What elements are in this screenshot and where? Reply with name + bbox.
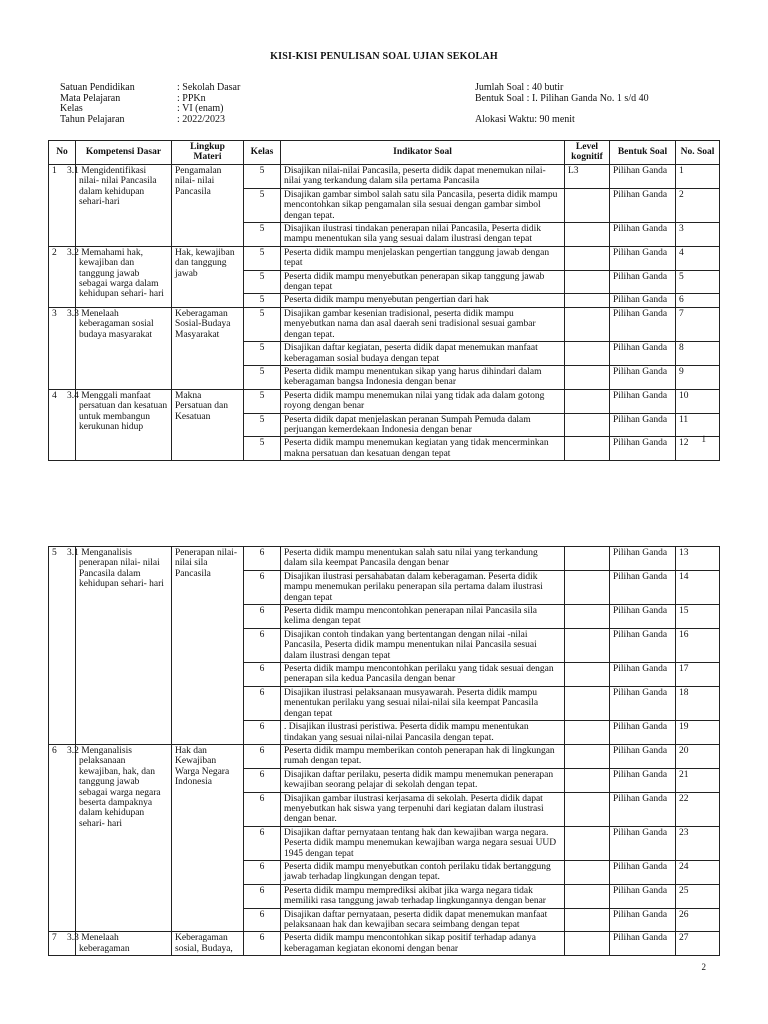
kompetensi-dasar-cell: 3.2 Menganalisis pelaksanaan kewajiban, hak, dan tanggung jawab sebagai warga negara beserta dampaknya dalam kehidupan sehari- hari xyxy=(76,744,172,932)
jumlah-soal: Jumlah Soal : 40 butir xyxy=(475,82,564,93)
indikator-soal-cell: Disajikan daftar pernyataan tentang hak dan kewajiban warga negara. Peserta didik mampu menemukan kewajiban warga negara sesuai UUD 1945 dengan tepat xyxy=(281,826,565,860)
bentuk-soal-cell: Pilihan Ganda xyxy=(610,768,676,792)
header-lingkup-materi: Lingkup Materi xyxy=(172,141,244,165)
table-row xyxy=(49,932,720,956)
kompetensi-dasar-cell: 3.1 Mengidentifikasi nilai- nilai Pancasila dalam kehidupan sehari-hari xyxy=(76,165,172,247)
meta-left xyxy=(60,83,240,125)
no-soal-cell: 9 xyxy=(676,365,720,389)
bentuk-soal-cell: Pilihan Ganda xyxy=(610,721,676,745)
indikator-soal-cell: Peserta didik mampu memprediksi akibat jika warga negara tidak memiliki rasa tanggung jawab terhadap lingkungannya dengan benar xyxy=(281,884,565,908)
level-kognitif-cell xyxy=(565,826,610,860)
meta-value: : Sekolah Dasar xyxy=(177,82,241,93)
indikator-soal-cell: Peserta didik mampu menyebutan pengertian dari hak xyxy=(281,294,565,307)
no-soal-cell: 10 xyxy=(676,389,720,413)
kelas-cell: 6 xyxy=(244,792,281,826)
bentuk-soal-cell: Pilihan Ganda xyxy=(610,389,676,413)
indikator-soal-cell: Peserta didik mampu menyebutkan contoh perilaku tidak bertanggung jawab terhadap lingkungan dengan tepat. xyxy=(281,860,565,884)
level-kognitif-cell xyxy=(565,413,610,437)
level-kognitif-cell xyxy=(565,342,610,366)
header-indikator-soal: Indikator Soal xyxy=(281,141,565,165)
kelas-cell: 6 xyxy=(244,547,281,571)
kelas-cell: 5 xyxy=(244,188,281,222)
indikator-soal-cell: Disajikan ilustrasi tindakan penerapan nilai Pancasila, Peserta didik mampu menentukan sila yang sesuai dalam ilustrasi dengan tepat xyxy=(281,223,565,247)
lingkup-materi-cell: Hak dan Kewajiban Warga Negara Indonesia xyxy=(172,744,244,932)
table-row xyxy=(49,246,720,270)
no-soal-cell: 20 xyxy=(676,744,720,768)
no-soal-cell: 16 xyxy=(676,628,720,662)
level-kognitif-cell xyxy=(565,663,610,687)
level-kognitif-cell xyxy=(565,223,610,247)
indikator-soal-cell: Disajikan daftar perilaku, peserta didik mampu menemukan penerapan kewajiban seorang pelajar di sekolah dengan tepat. xyxy=(281,768,565,792)
header-kompetensi-dasar: Kompetensi Dasar xyxy=(76,141,172,165)
level-kognitif-cell xyxy=(565,294,610,307)
level-kognitif-cell xyxy=(565,628,610,662)
level-kognitif-cell xyxy=(565,605,610,629)
indikator-soal-cell: Peserta didik mampu mencontohkan perilaku yang tidak sesuai dengan penerapan sila kedua Pancasila dengan benar xyxy=(281,663,565,687)
lingkup-materi-cell: Makna Persatuan dan Kesatuan xyxy=(172,389,244,460)
bentuk-soal-cell: Pilihan Ganda xyxy=(610,860,676,884)
indikator-soal-cell: Disajikan daftar kegiatan, peserta didik dapat menemukan manfaat keberagaman sosial budaya dengan tepat xyxy=(281,342,565,366)
kelas-cell: 6 xyxy=(244,860,281,884)
header-no-soal: No. Soal xyxy=(676,141,720,165)
kelas-cell: 6 xyxy=(244,826,281,860)
kisi-kisi-table-page-1 xyxy=(48,140,720,461)
bentuk-soal-cell: Pilihan Ganda xyxy=(610,342,676,366)
lingkup-materi-cell: Keberagaman sosial, Budaya, xyxy=(172,932,244,956)
meta-value: : 2022/2023 xyxy=(177,113,226,125)
no-soal-cell: 24 xyxy=(676,860,720,884)
header-row xyxy=(49,141,720,165)
kelas-cell: 6 xyxy=(244,628,281,662)
level-kognitif-cell xyxy=(565,860,610,884)
level-kognitif-cell xyxy=(565,437,610,461)
bentuk-soal-cell: Pilihan Ganda xyxy=(610,826,676,860)
level-kognitif-cell: L3 xyxy=(565,165,610,189)
no-soal-cell: 8 xyxy=(676,342,720,366)
kompetensi-dasar-cell: 3.1 Menganalisis penerapan nilai- nilai Pancasila dalam kehidupan sehari- hari xyxy=(76,547,172,745)
meta-right xyxy=(475,83,649,125)
no-soal-cell: 2 xyxy=(676,188,720,222)
bentuk-soal-cell: Pilihan Ganda xyxy=(610,792,676,826)
indikator-soal-cell: Peserta didik mampu menentukan sikap yang harus dihindari dalam keberagaman bangsa Indonesia dengan benar xyxy=(281,365,565,389)
no-soal-cell: 25 xyxy=(676,884,720,908)
no-soal-cell: 13 xyxy=(676,547,720,571)
no-soal-cell: 19 xyxy=(676,721,720,745)
meta-label: Tahun Pelajaran xyxy=(60,113,125,125)
page-1 xyxy=(0,0,768,484)
table-row xyxy=(49,547,720,571)
bentuk-soal-cell: Pilihan Ganda xyxy=(610,246,676,270)
alokasi-waktu: Alokasi Waktu: 90 menit xyxy=(475,113,575,125)
kelas-cell: 5 xyxy=(244,437,281,461)
kelas-cell: 6 xyxy=(244,686,281,720)
meta-value: : PPKn xyxy=(177,92,206,104)
indikator-soal-cell: Peserta didik mampu mencontohkan sikap positif terhadap adanya keberagaman kegiatan ekonomi dengan benar xyxy=(281,932,565,956)
no-soal-cell: 6 xyxy=(676,294,720,307)
kelas-cell: 5 xyxy=(244,165,281,189)
indikator-soal-cell: Disajikan nilai-nilai Pancasila, peserta didik dapat menemukan nilai-nilai yang terkandung dalam sila pertama Pancasila xyxy=(281,165,565,189)
meta-label: Mata Pelajaran xyxy=(60,92,121,104)
no-soal-cell: 1 xyxy=(676,165,720,189)
level-kognitif-cell xyxy=(565,908,610,932)
no-soal-cell: 15 xyxy=(676,605,720,629)
level-kognitif-cell xyxy=(565,365,610,389)
indikator-soal-cell: Disajikan gambar kesenian tradisional, peserta didik mampu menyebutkan nama dan asal daerah seni tradisional sesuai gambar dengan tepat. xyxy=(281,307,565,341)
indikator-soal-cell: Peserta didik mampu memberikan contoh penerapan hak di lingkungan rumah dengan tepat. xyxy=(281,744,565,768)
indikator-soal-cell: Disajikan contoh tindakan yang bertentangan dengan nilai -nilai Pancasila, Peserta didik mampu menentukan nilai Pancasila sesuai dalam ilustrasi dengan tepat xyxy=(281,628,565,662)
table-row xyxy=(49,389,720,413)
kelas-cell: 6 xyxy=(244,884,281,908)
kelas-cell: 5 xyxy=(244,246,281,270)
bentuk-soal: Bentuk Soal : I. Pilihan Ganda No. 1 s/d 40 xyxy=(475,92,649,104)
level-kognitif-cell xyxy=(565,188,610,222)
no-soal-cell: 22 xyxy=(676,792,720,826)
bentuk-soal-cell: Pilihan Ganda xyxy=(610,165,676,189)
bentuk-soal-cell: Pilihan Ganda xyxy=(610,294,676,307)
bentuk-soal-cell: Pilihan Ganda xyxy=(610,437,676,461)
bentuk-soal-cell: Pilihan Ganda xyxy=(610,908,676,932)
kelas-cell: 5 xyxy=(244,365,281,389)
no-soal-cell: 26 xyxy=(676,908,720,932)
table-row xyxy=(49,744,720,768)
indikator-soal-cell: Peserta didik mampu mencontohkan penerapan nilai Pancasila sila kelima dengan tepat xyxy=(281,605,565,629)
no-soal-cell: 14 xyxy=(676,570,720,604)
no-soal-cell: 5 xyxy=(676,270,720,294)
kelas-cell: 6 xyxy=(244,932,281,956)
level-kognitif-cell xyxy=(565,721,610,745)
bentuk-soal-cell: Pilihan Ganda xyxy=(610,628,676,662)
bentuk-soal-cell: Pilihan Ganda xyxy=(610,413,676,437)
bentuk-soal-cell: Pilihan Ganda xyxy=(610,547,676,571)
kelas-cell: 5 xyxy=(244,307,281,341)
level-kognitif-cell xyxy=(565,744,610,768)
header-no: No xyxy=(49,141,76,165)
row-number: 4 xyxy=(49,389,76,460)
kelas-cell: 5 xyxy=(244,413,281,437)
level-kognitif-cell xyxy=(565,884,610,908)
kompetensi-dasar-cell: 3.3 Menelaah keberagaman sosial budaya masyarakat xyxy=(76,307,172,389)
no-soal-cell: 7 xyxy=(676,307,720,341)
kelas-cell: 5 xyxy=(244,270,281,294)
indikator-soal-cell: Peserta didik mampu menjelaskan pengertian tanggung jawab dengan tepat xyxy=(281,246,565,270)
level-kognitif-cell xyxy=(565,547,610,571)
lingkup-materi-cell: Pengamalan nilai- nilai Pancasila xyxy=(172,165,244,247)
no-soal-cell: 18 xyxy=(676,686,720,720)
meta-label: Satuan Pendidikan xyxy=(60,82,135,93)
kelas-cell: 5 xyxy=(244,342,281,366)
kisi-kisi-table-page-2 xyxy=(48,546,720,956)
kelas-cell: 5 xyxy=(244,294,281,307)
indikator-soal-cell: Peserta didik mampu menemukan kegiatan yang tidak mencerminkan makna persatuan dan kesatuan dengan tepat xyxy=(281,437,565,461)
bentuk-soal-cell: Pilihan Ganda xyxy=(610,570,676,604)
kelas-cell: 5 xyxy=(244,223,281,247)
kompetensi-dasar-cell: 3.3 Menelaah keberagaman xyxy=(76,932,172,956)
level-kognitif-cell xyxy=(565,570,610,604)
row-number: 5 xyxy=(49,547,76,745)
level-kognitif-cell xyxy=(565,792,610,826)
no-soal-cell: 11 xyxy=(676,413,720,437)
table-row xyxy=(49,307,720,341)
indikator-soal-cell: Disajikan gambar ilustrasi kerjasama di sekolah. Peserta didik dapat menyebutkan hak siswa yang terpenuhi dari kegiatan dalam ilustrasi dengan benar. xyxy=(281,792,565,826)
indikator-soal-cell: Disajikan ilustrasi pelaksanaan musyawarah. Peserta didik mampu menentukan perilaku yang sesuai nilai-nilai sila keempat Pancasila dengan tepat xyxy=(281,686,565,720)
indikator-soal-cell: Peserta didik dapat menjelaskan peranan Sumpah Pemuda dalam perjuangan kemerdekaan Indonesia dengan benar xyxy=(281,413,565,437)
table-row xyxy=(49,165,720,189)
kelas-cell: 6 xyxy=(244,663,281,687)
no-soal-cell: 17 xyxy=(676,663,720,687)
level-kognitif-cell xyxy=(565,932,610,956)
bentuk-soal-cell: Pilihan Ganda xyxy=(610,932,676,956)
bentuk-soal-cell: Pilihan Ganda xyxy=(610,663,676,687)
level-kognitif-cell xyxy=(565,686,610,720)
header-kelas: Kelas xyxy=(244,141,281,165)
no-soal-cell: 12 xyxy=(676,437,720,461)
bentuk-soal-cell: Pilihan Ganda xyxy=(610,307,676,341)
page-2 xyxy=(0,544,768,1024)
row-number: 6 xyxy=(49,744,76,932)
meta-row xyxy=(60,104,240,115)
document-title: KISI-KISI PENULISAN SOAL UJIAN SEKOLAH xyxy=(270,51,498,62)
lingkup-materi-cell: Penerapan nilai-nilai sila Pancasila xyxy=(172,547,244,745)
bentuk-soal-cell: Pilihan Ganda xyxy=(610,884,676,908)
indikator-soal-cell: Disajikan daftar pernyataan, peserta didik dapat menemukan manfaat pelaksanaan hak dan kewajiban secara seimbang dengan tepat xyxy=(281,908,565,932)
bentuk-soal-cell: Pilihan Ganda xyxy=(610,223,676,247)
kelas-cell: 6 xyxy=(244,744,281,768)
no-soal-cell: 21 xyxy=(676,768,720,792)
kompetensi-dasar-cell: 3.2 Memahami hak, kewajiban dan tanggung jawab sebagai warga dalam kehidupan sehari- hari xyxy=(76,246,172,307)
kelas-cell: 6 xyxy=(244,768,281,792)
no-soal-cell: 27 xyxy=(676,932,720,956)
row-number: 7 xyxy=(49,932,76,956)
kelas-cell: 6 xyxy=(244,908,281,932)
indikator-soal-cell: . Disajikan ilustrasi peristiwa. Peserta didik mampu menentukan tindakan yang sesuai nilai-nilai Pancasila dengan tepat. xyxy=(281,721,565,745)
page-gap xyxy=(0,484,768,544)
page-number: 2 xyxy=(701,962,706,972)
indikator-soal-cell: Disajikan ilustrasi persahabatan dalam keberagaman. Peserta didik mampu menemukan perilaku penerapan sila pertama dalam ilustrasi dengan tepat xyxy=(281,570,565,604)
meta-row xyxy=(60,115,240,126)
indikator-soal-cell: Disajikan gambar simbol salah satu sila Pancasila, peserta didik mampu mencontohkan sikap pengamalan sila sesuai dengan gambar simbol dengan tepat. xyxy=(281,188,565,222)
kompetensi-dasar-cell: 3.4 Menggali manfaat persatuan dan kesatuan untuk membangun kerukunan hidup xyxy=(76,389,172,460)
level-kognitif-cell xyxy=(565,246,610,270)
level-kognitif-cell xyxy=(565,768,610,792)
level-kognitif-cell xyxy=(565,389,610,413)
header-level-kognitif: Level kognitif xyxy=(565,141,610,165)
lingkup-materi-cell: Hak, kewajiban dan tanggung jawab xyxy=(172,246,244,307)
level-kognitif-cell xyxy=(565,270,610,294)
bentuk-soal-cell: Pilihan Ganda xyxy=(610,270,676,294)
kelas-cell: 6 xyxy=(244,721,281,745)
bentuk-soal-cell: Pilihan Ganda xyxy=(610,744,676,768)
lingkup-materi-cell: Keberagaman Sosial-Budaya Masyarakat xyxy=(172,307,244,389)
meta-value: : VI (enam) xyxy=(177,103,224,114)
meta-row xyxy=(60,83,240,94)
page-number: 1 xyxy=(701,434,706,444)
no-soal-cell: 4 xyxy=(676,246,720,270)
kelas-cell: 6 xyxy=(244,605,281,629)
bentuk-soal-cell: Pilihan Ganda xyxy=(610,188,676,222)
header-bentuk-soal: Bentuk Soal xyxy=(610,141,676,165)
kelas-cell: 5 xyxy=(244,389,281,413)
indikator-soal-cell: Peserta didik mampu menentukan salah satu nilai yang terkandung dalam sila keempat Pancasila dengan benar xyxy=(281,547,565,571)
kelas-cell: 6 xyxy=(244,570,281,604)
no-soal-cell: 23 xyxy=(676,826,720,860)
meta-label: Kelas xyxy=(60,103,83,114)
indikator-soal-cell: Peserta didik mampu menyebutkan penerapan sikap tanggung jawab dengan tepat xyxy=(281,270,565,294)
no-soal-cell: 3 xyxy=(676,223,720,247)
level-kognitif-cell xyxy=(565,307,610,341)
bentuk-soal-cell: Pilihan Ganda xyxy=(610,605,676,629)
row-number: 2 xyxy=(49,246,76,307)
indikator-soal-cell: Peserta didik mampu menemukan nilai yang tidak ada dalam gotong royong dengan benar xyxy=(281,389,565,413)
row-number: 1 xyxy=(49,165,76,247)
bentuk-soal-cell: Pilihan Ganda xyxy=(610,686,676,720)
row-number: 3 xyxy=(49,307,76,389)
bentuk-soal-cell: Pilihan Ganda xyxy=(610,365,676,389)
